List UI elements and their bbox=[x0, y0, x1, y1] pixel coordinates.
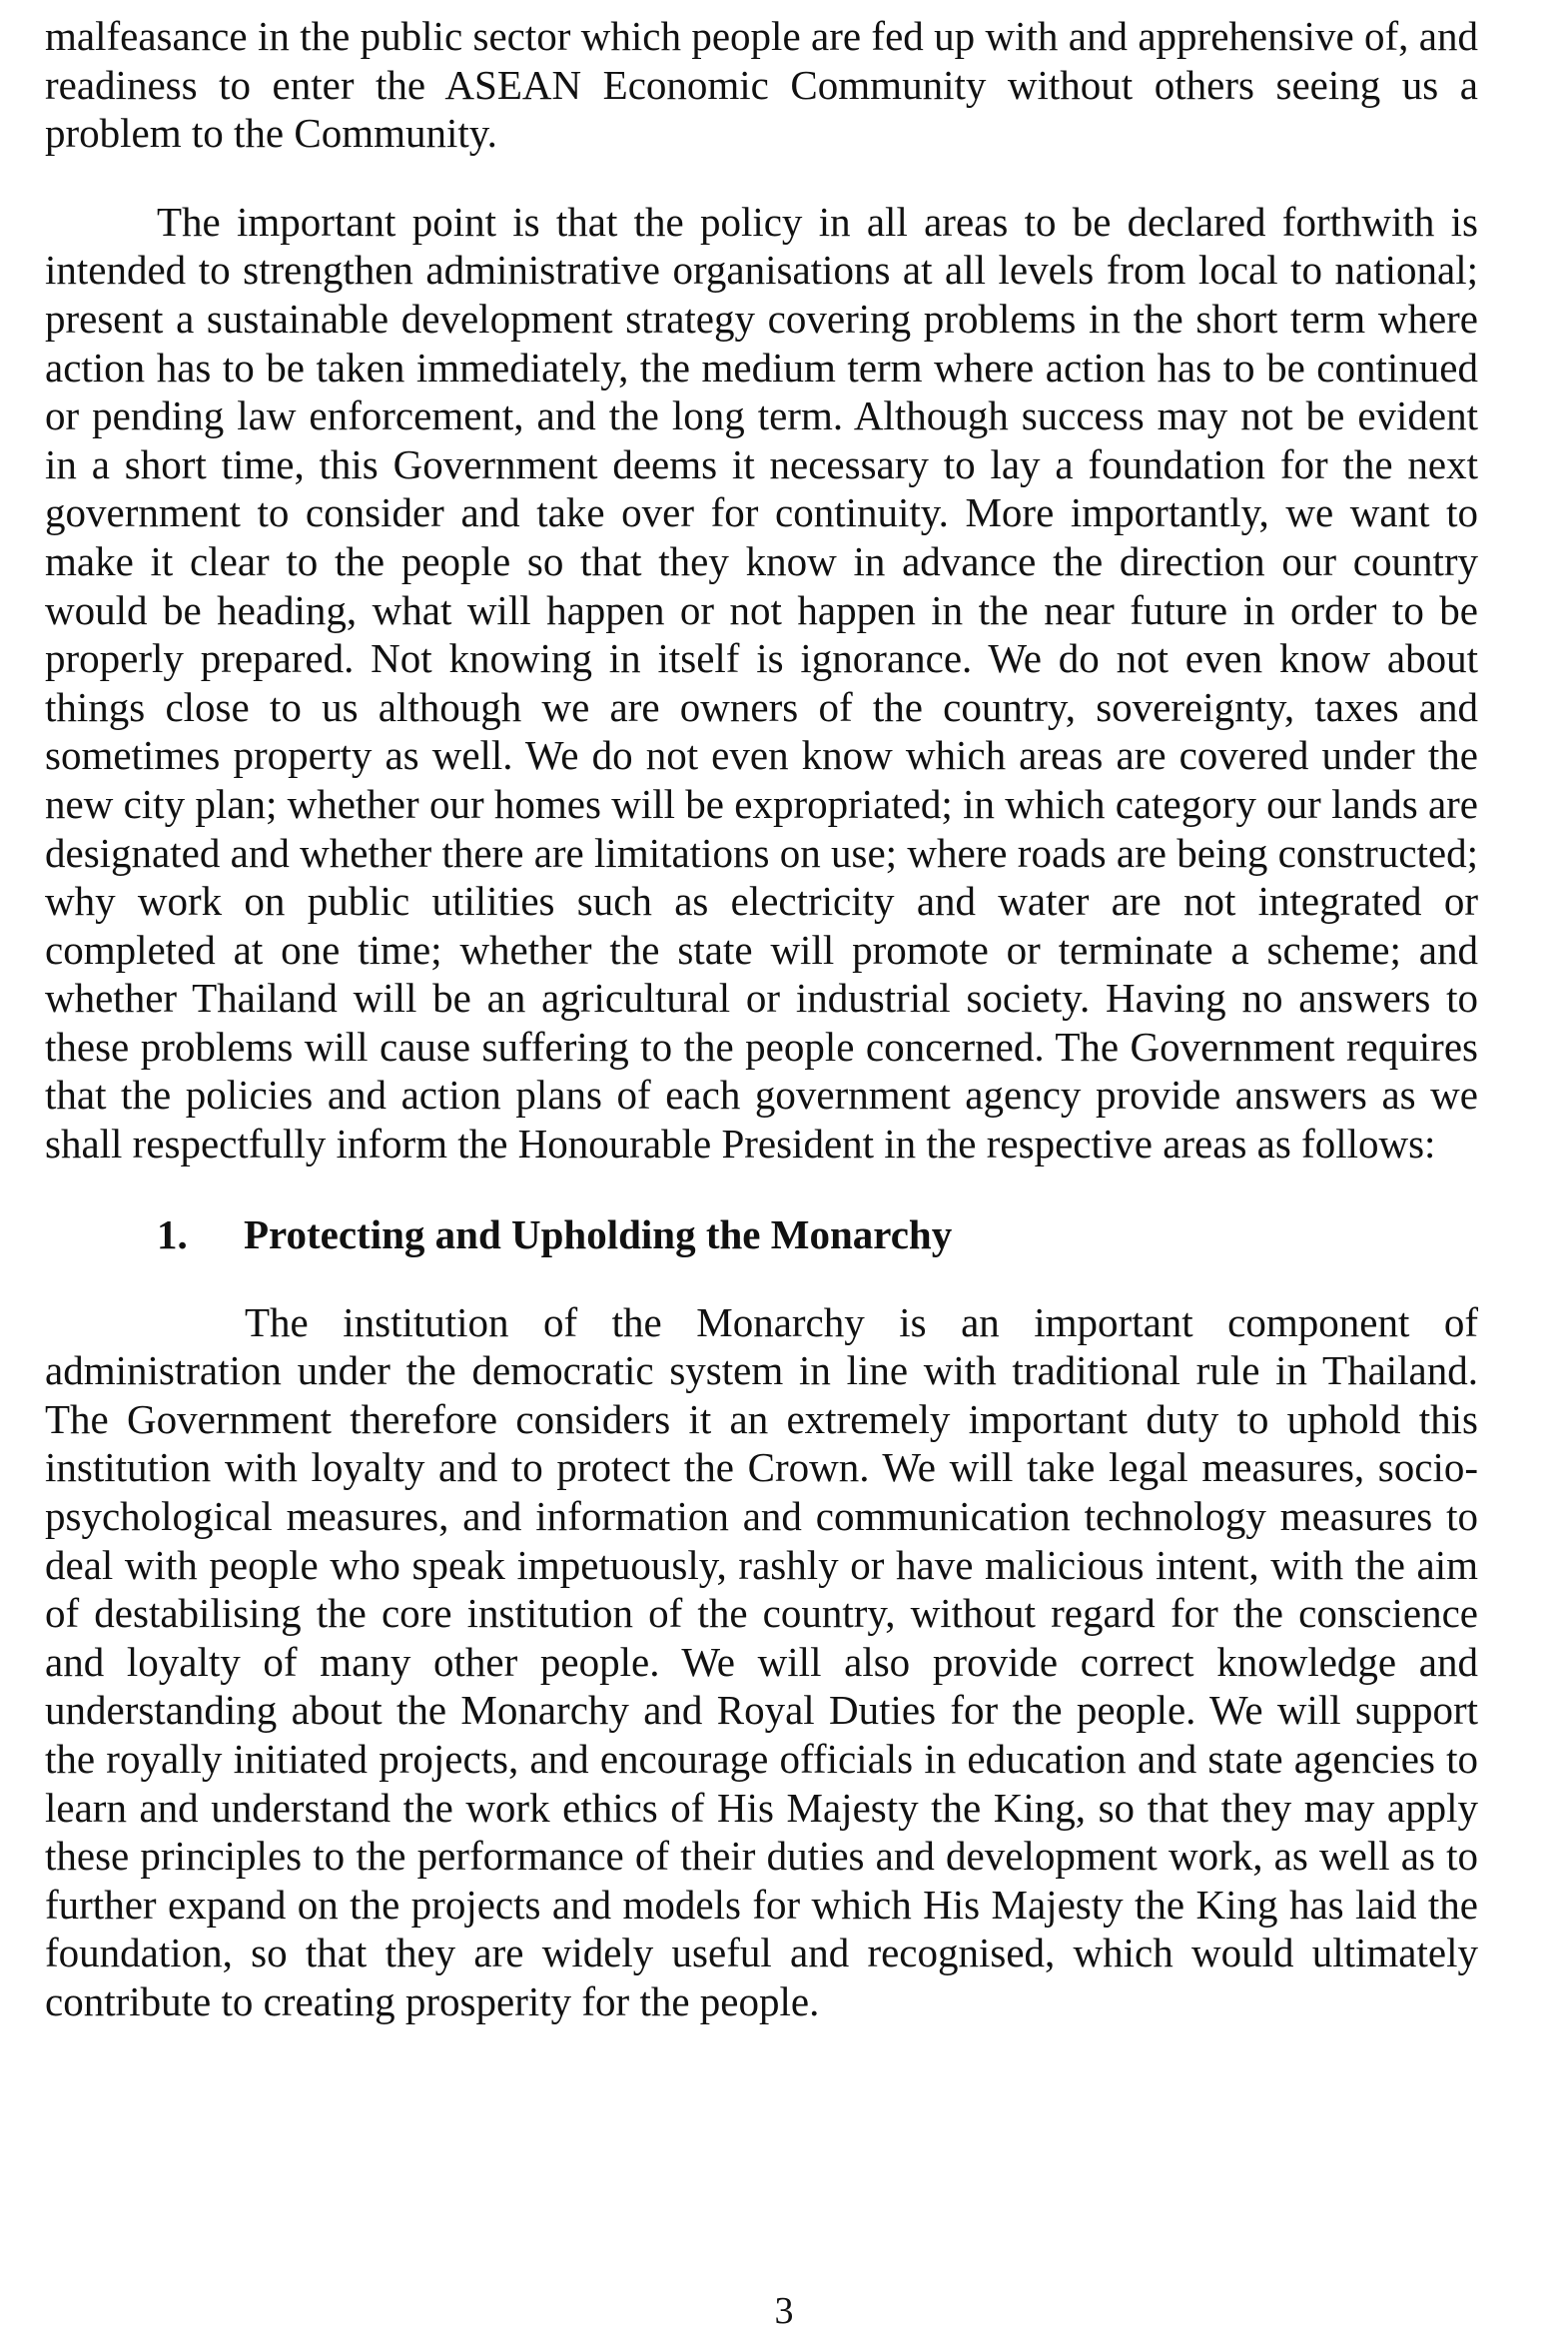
section-body: The institution of the Monarchy is an important component of administration under the democratic system in line with traditional rule in Thailand. The Government therefore considers it an extremely important duty to uphold this institution with loyalty and to protect the Crown. We will take legal measures, socio-psychological measures, and information and communication technology measures to deal with people who speak impetuously, rashly or have malicious intent, with the aim of destabilising the core institution of the country, without regard for the conscience and loyalty of many other people. We will also provide correct knowledge and understanding about the Monarchy and Royal Duties for the people. We will support the royally initiated projects, and encourage officials in education and state agencies to learn and understand the work ethics of His Majesty the King, so that they may apply these principles to the performance of their duties and development work, as well as to further expand on the projects and models for which His Majesty the King has laid the foundation, so that they are widely useful and recognised, which would ultimately contribute to creating prosperity for the people. bbox=[45, 1298, 1478, 2024]
section-heading bbox=[45, 1210, 1478, 1258]
paragraph-policy-intent: The important point is that the policy in all areas to be declared forthwith is intended to strengthen administrative organisations at all levels from local to national; present a sustainable development strategy covering problems in the short term where action has to be taken immediately, the medium term where action has to be continued or pending law enforcement, and the long term. Although success may not be evident in a short time, this Government deems it necessary to lay a foundation for the next government to consider and take over for continuity. More importantly, we want to make it clear to the people so that they know in advance the direction our country would be heading, what will happen or not happen in the near future in order to be properly prepared. Not knowing in itself is ignorance. We do not even know about things close to us although we are owners of the country, sovereignty, taxes and sometimes property as well. We do not even know which areas are covered under the new city plan; whether our homes will be expropriated; in which category our lands are designated and whether there are limitations on use; where roads are being constructed; why work on public utilities such as electricity and water are not integrated or completed at one time; whether the state will promote or terminate a scheme; and whether Thailand will be an agricultural or industrial society. Having no answers to these problems will cause suffering to the people concerned. The Government requires that the policies and action plans of each government agency provide answers as we shall respectfully inform the Honourable President in the respective areas as follows: bbox=[45, 198, 1478, 1168]
document-page bbox=[45, 12, 1478, 2026]
page-number: 3 bbox=[774, 2290, 794, 2332]
section-number: 1. bbox=[157, 1210, 188, 1257]
paragraph-continuation: malfeasance in the public sector which people are fed up with and apprehensive of, and readiness to enter the ASEAN Economic Community without others seeing us a problem to the Community. bbox=[45, 13, 1478, 157]
section-title: Protecting and Upholding the Monarchy bbox=[244, 1210, 953, 1257]
